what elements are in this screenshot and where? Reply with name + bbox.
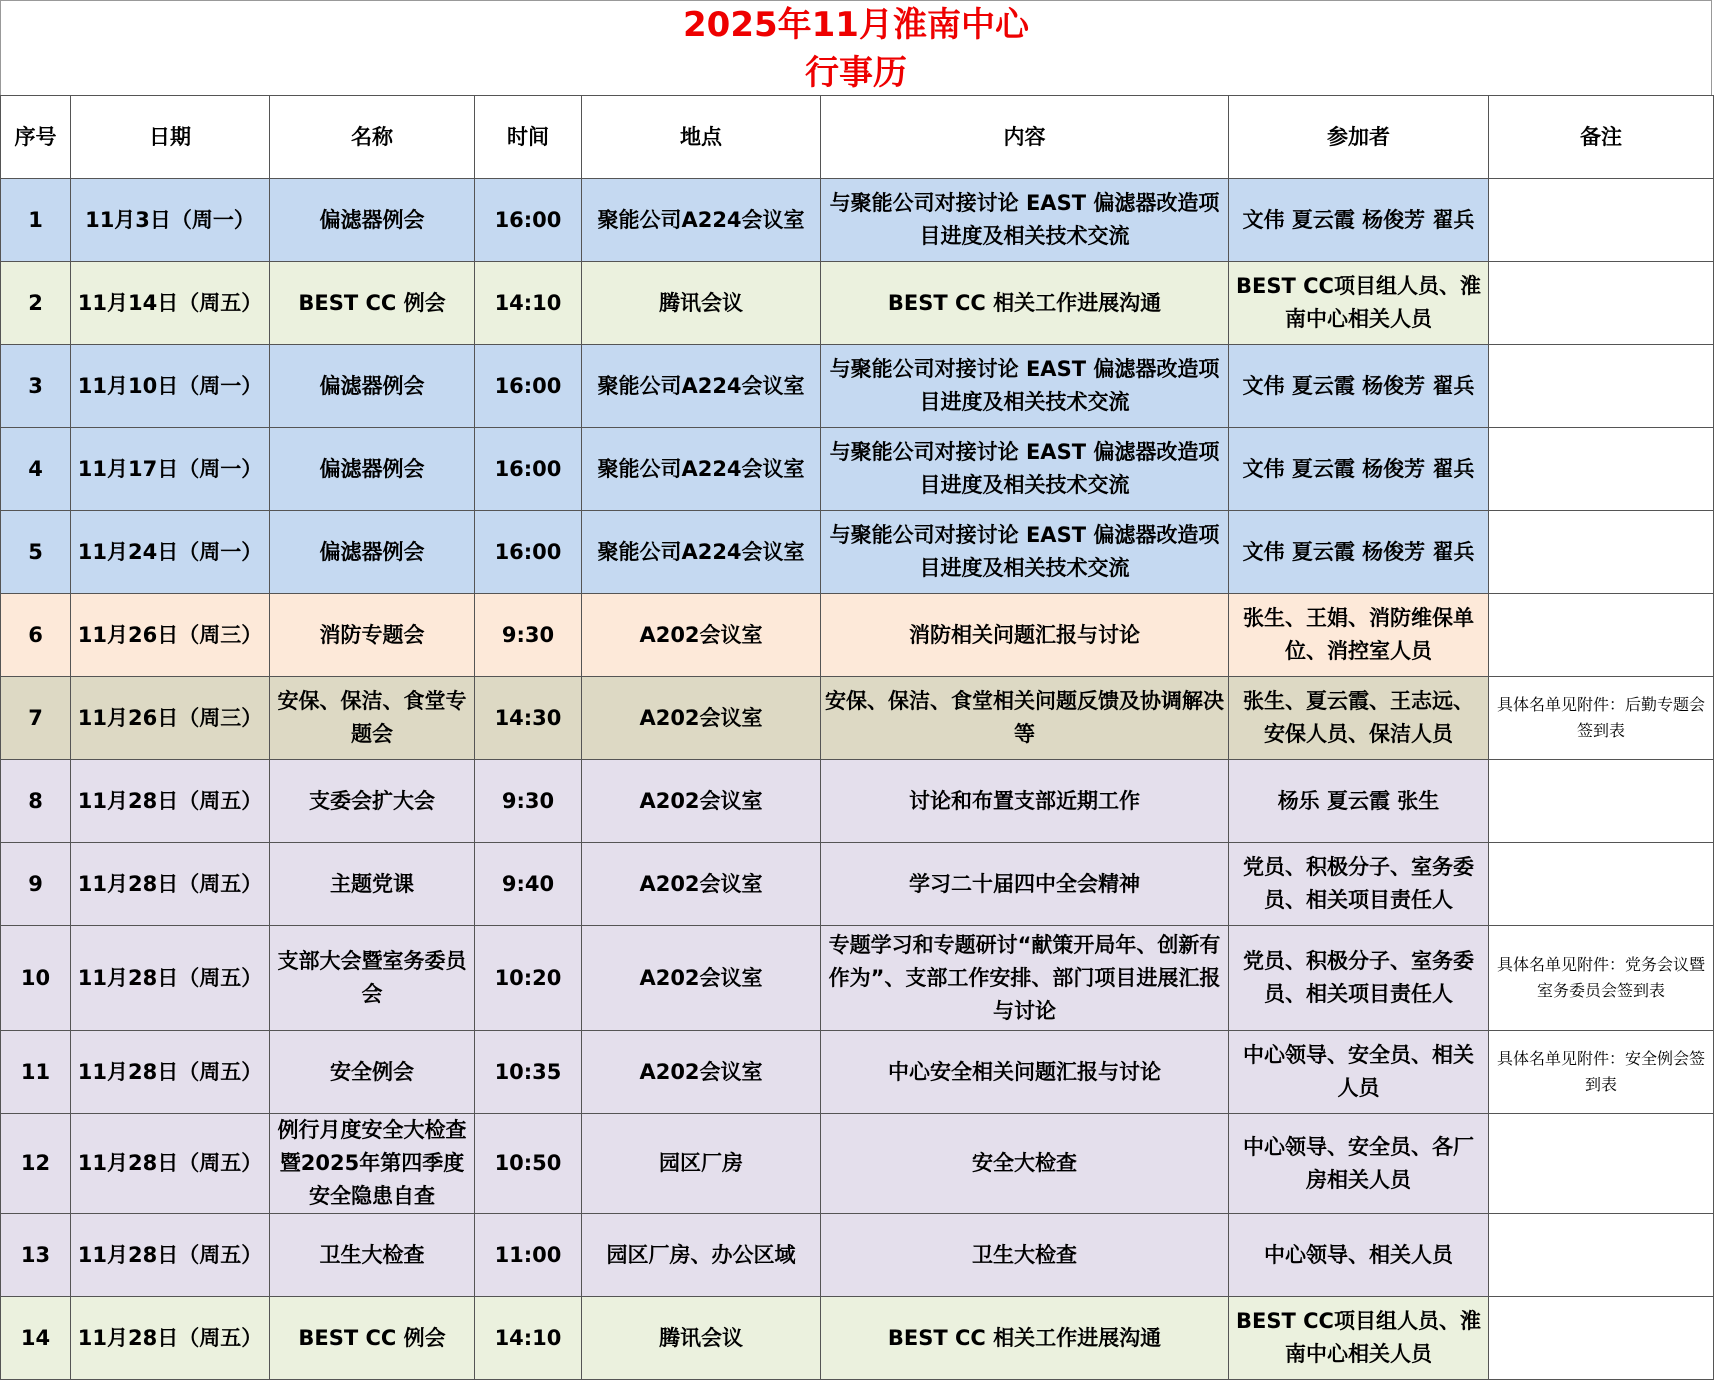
cell-name: 偏滤器例会 (270, 428, 475, 511)
cell-participants: BEST CC项目组人员、淮南中心相关人员 (1229, 1297, 1489, 1380)
cell-place: A202会议室 (582, 1031, 821, 1114)
cell-time: 9:30 (475, 760, 582, 843)
header-row (1, 96, 1714, 179)
cell-name: 支委会扩大会 (270, 760, 475, 843)
cell-content: 学习二十届四中全会精神 (821, 843, 1229, 926)
cell-remark (1489, 179, 1714, 262)
cell-no: 5 (1, 511, 71, 594)
cell-name: 支部大会暨室务委员会 (270, 926, 475, 1031)
cell-place: 腾讯会议 (582, 262, 821, 345)
cell-place: 聚能公司A224会议室 (582, 511, 821, 594)
cell-no: 10 (1, 926, 71, 1031)
cell-remark (1489, 345, 1714, 428)
cell-remark: 具体名单见附件：安全例会签到表 (1489, 1031, 1714, 1114)
header-remark: 备注 (1489, 96, 1714, 179)
cell-no: 7 (1, 677, 71, 760)
cell-date: 11月28日（周五） (71, 1214, 270, 1297)
cell-name: 安保、保洁、食堂专题会 (270, 677, 475, 760)
cell-name: 安全例会 (270, 1031, 475, 1114)
cell-place: 聚能公司A224会议室 (582, 179, 821, 262)
cell-no: 13 (1, 1214, 71, 1297)
cell-time: 11:00 (475, 1214, 582, 1297)
cell-remark: 具体名单见附件：党务会议暨室务委员会签到表 (1489, 926, 1714, 1031)
cell-date: 11月28日（周五） (71, 1031, 270, 1114)
cell-name: BEST CC 例会 (270, 262, 475, 345)
cell-no: 4 (1, 428, 71, 511)
cell-remark (1489, 1214, 1714, 1297)
cell-date: 11月14日（周五） (71, 262, 270, 345)
cell-no: 8 (1, 760, 71, 843)
cell-content: 专题学习和专题研讨“献策开局年、创新有作为”、支部工作安排、部门项目进展汇报与讨论 (821, 926, 1229, 1031)
cell-name: 例行月度安全大检查暨2025年第四季度安全隐患自查 (270, 1114, 475, 1214)
cell-no: 3 (1, 345, 71, 428)
table-row (1, 843, 1714, 926)
cell-remark (1489, 428, 1714, 511)
cell-time: 16:00 (475, 179, 582, 262)
cell-remark (1489, 843, 1714, 926)
cell-participants: 文伟 夏云霞 杨俊芳 翟兵 (1229, 345, 1489, 428)
cell-participants: 张生、夏云霞、王志远、安保人员、保洁人员 (1229, 677, 1489, 760)
cell-content: 与聚能公司对接讨论 EAST 偏滤器改造项目进度及相关技术交流 (821, 179, 1229, 262)
cell-name: 消防专题会 (270, 594, 475, 677)
cell-no: 12 (1, 1114, 71, 1214)
cell-remark (1489, 1297, 1714, 1380)
cell-date: 11月28日（周五） (71, 1114, 270, 1214)
table-row (1, 511, 1714, 594)
cell-place: A202会议室 (582, 843, 821, 926)
cell-name: BEST CC 例会 (270, 1297, 475, 1380)
table-row (1, 1031, 1714, 1114)
cell-content: 中心安全相关问题汇报与讨论 (821, 1031, 1229, 1114)
cell-participants: 文伟 夏云霞 杨俊芳 翟兵 (1229, 428, 1489, 511)
header-participants: 参加者 (1229, 96, 1489, 179)
cell-time: 10:20 (475, 926, 582, 1031)
cell-place: A202会议室 (582, 760, 821, 843)
cell-remark (1489, 1114, 1714, 1214)
cell-time: 16:00 (475, 428, 582, 511)
cell-participants: 张生、王娟、消防维保单位、消控室人员 (1229, 594, 1489, 677)
cell-participants: 文伟 夏云霞 杨俊芳 翟兵 (1229, 511, 1489, 594)
cell-place: A202会议室 (582, 926, 821, 1031)
table-row (1, 1297, 1714, 1380)
cell-date: 11月28日（周五） (71, 926, 270, 1031)
table-row (1, 262, 1714, 345)
table-row (1, 345, 1714, 428)
header-no: 序号 (1, 96, 71, 179)
cell-time: 9:30 (475, 594, 582, 677)
calendar-title (0, 0, 1712, 95)
header-date: 日期 (71, 96, 270, 179)
schedule-table (0, 95, 1714, 1380)
cell-date: 11月26日（周三） (71, 677, 270, 760)
cell-name: 主题党课 (270, 843, 475, 926)
cell-date: 11月3日（周一） (71, 179, 270, 262)
cell-remark: 具体名单见附件：后勤专题会签到表 (1489, 677, 1714, 760)
cell-name: 偏滤器例会 (270, 345, 475, 428)
cell-content: 安保、保洁、食堂相关问题反馈及协调解决等 (821, 677, 1229, 760)
cell-time: 10:35 (475, 1031, 582, 1114)
cell-name: 偏滤器例会 (270, 179, 475, 262)
cell-remark (1489, 760, 1714, 843)
cell-content: 安全大检查 (821, 1114, 1229, 1214)
cell-content: BEST CC 相关工作进展沟通 (821, 262, 1229, 345)
cell-content: 卫生大检查 (821, 1214, 1229, 1297)
table-row (1, 760, 1714, 843)
cell-no: 1 (1, 179, 71, 262)
cell-date: 11月17日（周一） (71, 428, 270, 511)
cell-date: 11月28日（周五） (71, 760, 270, 843)
cell-no: 2 (1, 262, 71, 345)
cell-place: 园区厂房 (582, 1114, 821, 1214)
cell-place: A202会议室 (582, 594, 821, 677)
cell-time: 14:10 (475, 262, 582, 345)
cell-name: 偏滤器例会 (270, 511, 475, 594)
cell-time: 14:10 (475, 1297, 582, 1380)
cell-time: 16:00 (475, 345, 582, 428)
cell-no: 14 (1, 1297, 71, 1380)
cell-remark (1489, 594, 1714, 677)
cell-no: 9 (1, 843, 71, 926)
cell-name: 卫生大检查 (270, 1214, 475, 1297)
cell-no: 11 (1, 1031, 71, 1114)
cell-participants: 杨乐 夏云霞 张生 (1229, 760, 1489, 843)
cell-time: 9:40 (475, 843, 582, 926)
cell-place: 聚能公司A224会议室 (582, 345, 821, 428)
table-row (1, 677, 1714, 760)
cell-date: 11月28日（周五） (71, 1297, 270, 1380)
cell-time: 16:00 (475, 511, 582, 594)
cell-no: 6 (1, 594, 71, 677)
cell-participants: 中心领导、安全员、各厂房相关人员 (1229, 1114, 1489, 1214)
cell-time: 14:30 (475, 677, 582, 760)
cell-participants: 文伟 夏云霞 杨俊芳 翟兵 (1229, 179, 1489, 262)
cell-content: 与聚能公司对接讨论 EAST 偏滤器改造项目进度及相关技术交流 (821, 428, 1229, 511)
header-time: 时间 (475, 96, 582, 179)
cell-remark (1489, 262, 1714, 345)
cell-participants: BEST CC项目组人员、淮南中心相关人员 (1229, 262, 1489, 345)
cell-date: 11月24日（周一） (71, 511, 270, 594)
cell-place: 腾讯会议 (582, 1297, 821, 1380)
cell-content: 讨论和布置支部近期工作 (821, 760, 1229, 843)
cell-content: 消防相关问题汇报与讨论 (821, 594, 1229, 677)
table-row (1, 1214, 1714, 1297)
table-row (1, 594, 1714, 677)
cell-place: 园区厂房、办公区域 (582, 1214, 821, 1297)
table-row (1, 926, 1714, 1031)
cell-content: 与聚能公司对接讨论 EAST 偏滤器改造项目进度及相关技术交流 (821, 511, 1229, 594)
table-row (1, 428, 1714, 511)
header-name: 名称 (270, 96, 475, 179)
cell-date: 11月10日（周一） (71, 345, 270, 428)
header-place: 地点 (582, 96, 821, 179)
cell-participants: 中心领导、相关人员 (1229, 1214, 1489, 1297)
table-row (1, 179, 1714, 262)
cell-content: 与聚能公司对接讨论 EAST 偏滤器改造项目进度及相关技术交流 (821, 345, 1229, 428)
cell-date: 11月26日（周三） (71, 594, 270, 677)
cell-participants: 党员、积极分子、室务委员、相关项目责任人 (1229, 926, 1489, 1031)
cell-content: BEST CC 相关工作进展沟通 (821, 1297, 1229, 1380)
cell-participants: 中心领导、安全员、相关人员 (1229, 1031, 1489, 1114)
table-row (1, 1114, 1714, 1214)
cell-participants: 党员、积极分子、室务委员、相关项目责任人 (1229, 843, 1489, 926)
cell-remark (1489, 511, 1714, 594)
cell-time: 10:50 (475, 1114, 582, 1214)
title-line-2: 行事历 (805, 53, 907, 93)
title-line-1: 2025年11月淮南中心 (683, 5, 1029, 45)
header-content: 内容 (821, 96, 1229, 179)
cell-place: A202会议室 (582, 677, 821, 760)
cell-date: 11月28日（周五） (71, 843, 270, 926)
cell-place: 聚能公司A224会议室 (582, 428, 821, 511)
